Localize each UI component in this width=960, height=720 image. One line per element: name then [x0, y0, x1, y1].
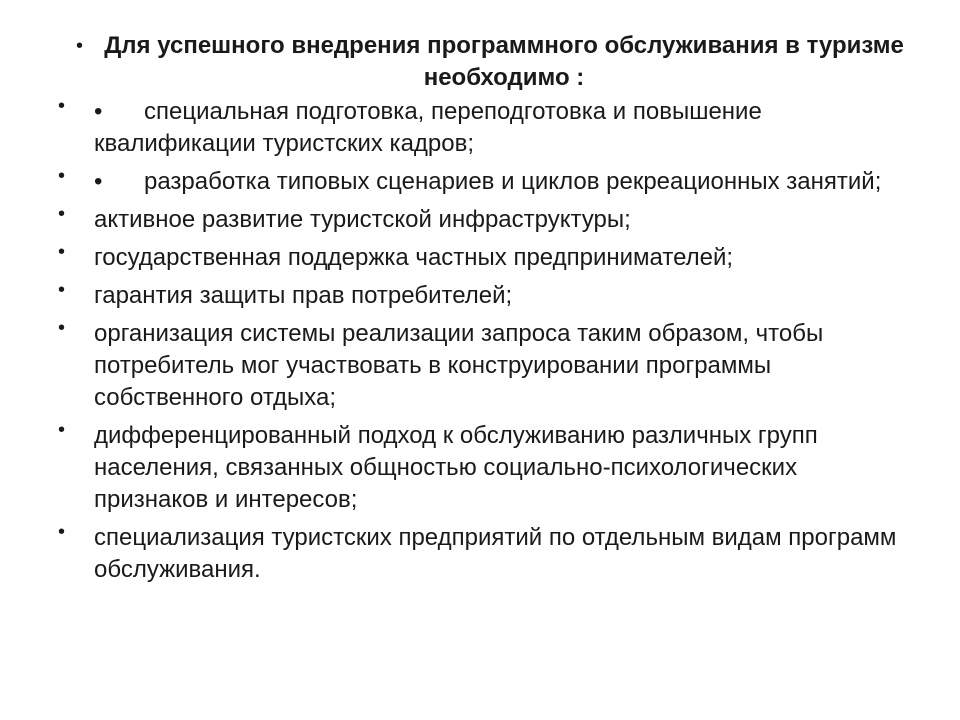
list-item-text: активное развитие туристской инфраструктуры; — [94, 206, 631, 233]
list-item — [56, 242, 916, 274]
bullet-icon: • — [58, 165, 66, 187]
list-item-text: специальная подготовка, переподготовка и повышение квалификации туристских кадров; — [94, 98, 762, 157]
bullet-icon: • — [58, 203, 66, 225]
list-item — [56, 166, 916, 198]
bullet-icon: • — [58, 317, 66, 339]
list-item — [56, 318, 916, 414]
list-item-text: разработка типовых сценариев и циклов рекреационных занятий; — [144, 168, 882, 195]
list-item-text: организация системы реализации запроса таким образом, чтобы потребитель мог участвовать в конструировании программы собственного отдыха; — [94, 320, 824, 411]
list-item-text: государственная поддержка частных предпринимателей; — [94, 244, 734, 271]
list-item — [56, 420, 916, 516]
bullet-icon: • — [76, 35, 84, 57]
list-item — [56, 522, 916, 586]
bullet-list — [56, 96, 916, 592]
bullet-icon: • — [58, 419, 66, 441]
bullet-icon: • — [58, 95, 66, 117]
bullet-icon: • — [58, 241, 66, 263]
list-item — [56, 96, 916, 160]
list-item — [56, 204, 916, 236]
slide-heading: Для успешного внедрения программного обслуживания в туризме необходимо : — [104, 32, 904, 91]
list-item-text: специализация туристских предприятий по отдельным видам программ обслуживания. — [94, 524, 897, 583]
heading-row — [60, 30, 920, 94]
list-item-text: гарантия защиты прав потребителей; — [94, 282, 513, 309]
list-item-text: дифференцированный подход к обслуживанию различных групп населения, связанных общностью социально-психологических признаков и интересов; — [94, 422, 818, 513]
bullet-icon: • — [58, 279, 66, 301]
bullet-icon: • — [58, 521, 66, 543]
inner-bullet-icon: • — [94, 168, 103, 195]
list-item — [56, 280, 916, 312]
inner-bullet-icon: • — [94, 98, 103, 125]
